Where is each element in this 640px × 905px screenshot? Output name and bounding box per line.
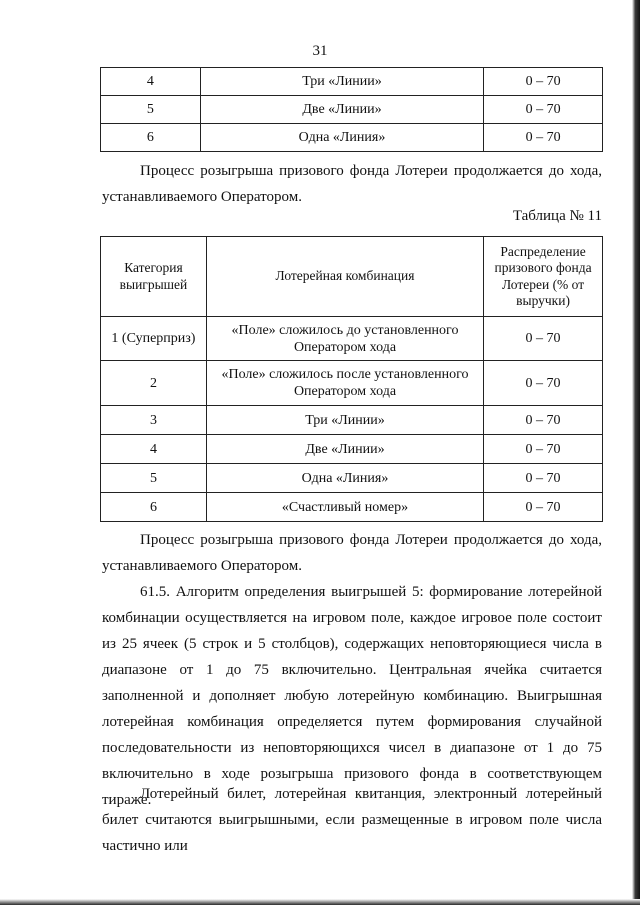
paragraph-algorithm-61-5: 61.5. Алгоритм определения выигрышей 5: формирование лотерейной комбинации осуществляется на игровом поле, каждое игровое поле состоит из 25 ячеек (5 строк и 5 столбцов), содержащих неповторяющиеся числа в диапазоне от 1 до 75 включительно. Центральная ячейка считается заполненной и дополняет любую лотерейную комбинацию. Выигрышная лотерейная комбинация определяется путем формирования случайной последовательности из неповторяющихся чисел в диапазоне от 1 до 75 включительно в ходе розыгрыша призового фонда в соответствующем тираже. xyxy=(102,584,602,808)
combination-cell: «Поле» сложилось до установленного Оператором хода xyxy=(206,317,483,361)
combination-cell: Три «Линии» xyxy=(200,68,483,96)
header-distribution: Распределение призового фонда Лотереи (% от выручки) xyxy=(484,237,603,317)
distribution-cell: 0 – 70 xyxy=(484,96,603,124)
table-row xyxy=(101,464,603,493)
distribution-cell: 0 – 70 xyxy=(484,124,603,152)
table-row xyxy=(101,493,603,522)
table-header-row xyxy=(101,237,603,317)
table-row xyxy=(101,406,603,435)
paragraph-winning-tickets: Лотерейный билет, лотерейная квитанция, электронный лотерейный билет считаются выигрышными, если размещенные в игровом поле числа частично или xyxy=(102,786,602,854)
table-row xyxy=(101,124,603,152)
paragraph-prize-process-2: Процесс розыгрыша призового фонда Лотереи продолжается до хода, устанавливаемого Оператором. xyxy=(102,532,602,574)
header-combination: Лотерейная комбинация xyxy=(206,237,483,317)
prize-table-11 xyxy=(100,236,603,522)
combination-cell: Одна «Линия» xyxy=(206,464,483,493)
header-category: Категория выигрышей xyxy=(101,237,207,317)
category-cell: 6 xyxy=(101,493,207,522)
category-cell: 1 (Суперприз) xyxy=(101,317,207,361)
table-row xyxy=(101,68,603,96)
scan-edge-right xyxy=(632,0,640,905)
combination-cell: Две «Линии» xyxy=(200,96,483,124)
prize-table-continued xyxy=(100,67,603,152)
category-cell: 5 xyxy=(101,96,201,124)
category-cell: 4 xyxy=(101,68,201,96)
table-row xyxy=(101,361,603,406)
category-cell: 2 xyxy=(101,361,207,406)
distribution-cell: 0 – 70 xyxy=(484,361,603,406)
combination-cell: Две «Линии» xyxy=(206,435,483,464)
table-row xyxy=(101,435,603,464)
distribution-cell: 0 – 70 xyxy=(484,435,603,464)
combination-cell: «Счастливый номер» xyxy=(206,493,483,522)
distribution-cell: 0 – 70 xyxy=(484,68,603,96)
combination-cell: «Поле» сложилось после установленного Оператором хода xyxy=(206,361,483,406)
distribution-cell: 0 – 70 xyxy=(484,317,603,361)
combination-cell: Три «Линии» xyxy=(206,406,483,435)
category-cell: 3 xyxy=(101,406,207,435)
distribution-cell: 0 – 70 xyxy=(484,464,603,493)
distribution-cell: 0 – 70 xyxy=(484,493,603,522)
category-cell: 6 xyxy=(101,124,201,152)
table-row xyxy=(101,317,603,361)
combination-cell: Одна «Линия» xyxy=(200,124,483,152)
category-cell: 5 xyxy=(101,464,207,493)
distribution-cell: 0 – 70 xyxy=(484,406,603,435)
paragraph-prize-process-1: Процесс розыгрыша призового фонда Лотереи продолжается до хода, устанавливаемого Оператором. xyxy=(102,163,602,205)
page-number: 31 xyxy=(312,43,328,59)
scan-edge-bottom xyxy=(0,899,640,905)
table-row xyxy=(101,96,603,124)
category-cell: 4 xyxy=(101,435,207,464)
table-caption: Таблица № 11 xyxy=(512,208,602,224)
